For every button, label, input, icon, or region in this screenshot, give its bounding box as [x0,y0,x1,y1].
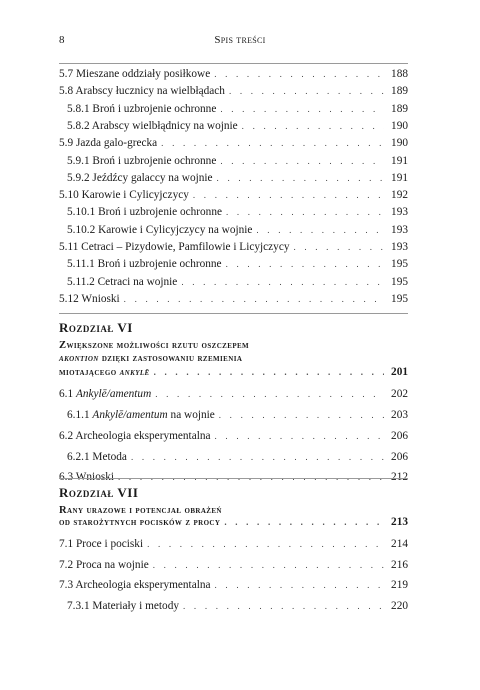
italic-term: ankylē [119,367,150,378]
leader-dots [214,69,384,79]
toc-entry[interactable] [67,451,408,467]
toc-entry-page: 189 [391,85,408,98]
toc-entry[interactable] [59,388,408,404]
toc-entry-number: 6.1.1 [67,409,93,421]
toc-entry-page: 220 [391,599,408,612]
leader-dots [242,121,384,131]
toc-entry-page: 191 [391,154,408,167]
toc-entry-text: na wojnie [167,409,215,421]
toc-entry-label: 7.3.1 Materiały i metody [67,599,180,612]
toc-entry-label: 5.8.2 Arabscy wielbłądnicy na wojnie [67,119,238,132]
leader-dots [220,104,384,114]
toc-entry-page: 201 [391,366,408,378]
leader-dots [220,156,384,166]
italic-term: akontion [59,353,99,364]
toc-entry-page: 193 [391,241,408,253]
toc-entry-page: 192 [391,189,408,202]
leader-dots [181,277,384,287]
leader-dots [124,294,384,304]
toc-entry[interactable] [67,409,408,425]
toc-entry[interactable] [59,430,408,446]
leader-dots [147,539,384,549]
toc-entry-page: 206 [391,450,408,463]
toc-entry[interactable] [67,276,408,292]
toc-entry[interactable] [67,172,408,188]
toc-entry-label [59,367,154,378]
leader-dots [293,242,384,252]
leader-dots [217,173,384,183]
toc-entry-label: 5.11.1 Broń i uzbrojenie ochronne [67,258,222,271]
toc-entry-page: 195 [391,275,408,288]
leader-dots [226,259,384,269]
toc-entry-page: 206 [391,430,408,442]
toc-entry[interactable] [59,241,408,257]
toc-entry[interactable] [59,559,408,575]
toc-entry-label: 6.2.1 Metoda [67,450,127,463]
leader-dots [154,367,384,377]
divider-rule [59,313,408,314]
toc-entry-page: 202 [391,388,408,400]
toc-entry[interactable] [59,538,408,554]
leader-dots [215,580,384,590]
toc-entry[interactable] [59,293,408,309]
toc-entry-label: 5.9.1 Broń i uzbrojenie ochronne [67,154,217,167]
toc-entry[interactable] [67,155,408,171]
toc-entry-label: od starożytnych pocisków z procy [59,517,221,528]
toc-entry-label: 5.10.1 Broń i uzbrojenie ochronne [67,206,222,219]
toc-entry-number: 6.1 [59,388,76,400]
toc-entry-page: 213 [391,516,408,528]
toc-entry-page: 195 [391,258,408,271]
toc-entry-page: 193 [391,223,408,236]
toc-entry-label: 5.9.2 Jeźdźcy galaccy na wojnie [67,171,213,184]
leader-dots [226,207,384,217]
chapter-title-line: Rany urazowe i potencjał obrażeń [59,505,222,516]
running-title: Spis treści [214,34,266,46]
toc-entry[interactable] [67,600,408,616]
leader-dots [193,190,384,200]
leader-dots [229,86,384,96]
toc-entry-page: 216 [391,558,408,571]
toc-entry-page: 190 [391,119,408,132]
leader-dots [256,225,384,235]
toc-entry-page: 195 [391,292,408,305]
toc-entry-label: 7.3 Archeologia eksperymentalna [59,579,211,591]
divider-rule [59,478,408,479]
toc-entry-page: 193 [391,206,408,219]
toc-entry[interactable] [67,206,408,222]
chapter-heading: Rozdział VII [59,485,139,500]
toc-entry-label: 6.3 Wnioski [59,471,115,484]
italic-term: Ankylē/amentum [75,388,152,400]
leader-dots [161,138,384,148]
toc-entry-label: 5.11.2 Cetraci na wojnie [67,275,178,288]
toc-entry[interactable] [59,516,408,532]
chapter-title-line: Zwiększone możliwości rzutu oszczepem [59,340,250,351]
toc-entry-label: 5.11 Cetraci – Pizydowie, Pamfilowie i Licyjczycy [59,241,290,253]
toc-entry-label [59,388,155,400]
toc-entry[interactable] [59,85,408,101]
toc-entry[interactable] [67,120,408,136]
toc-entry[interactable] [67,224,408,240]
toc-entry-page: 219 [391,579,408,591]
toc-entry-page: 188 [391,68,408,80]
top-rule [59,63,408,64]
toc-entry-label: 5.10.2 Karowie i Cylicyjczycy na wojnie [67,223,253,236]
toc-entry[interactable] [59,366,408,382]
toc-entry[interactable] [59,68,408,84]
toc-entry-label: 5.7 Mieszane oddziały posiłkowe [59,68,211,80]
toc-entry-page: 191 [391,171,408,184]
toc-entry-label: 7.2 Proca na wojnie [59,558,149,571]
toc-entry-page: 214 [391,538,408,550]
toc-entry-label: 7.1 Proce i pociski [59,538,144,550]
leader-dots [224,517,384,527]
toc-entry-page: 212 [391,471,408,484]
toc-entry-page: 190 [391,137,408,150]
leader-dots [131,452,384,462]
toc-entry-label [67,409,219,421]
leader-dots [153,560,384,570]
toc-entry-label: 5.12 Wnioski [59,292,120,305]
chapter-title-text: miotającego [59,367,120,378]
toc-entry-label: 5.10 Karowie i Cylicyjczycy [59,189,189,202]
toc-entry[interactable] [67,103,408,119]
leader-dots [155,389,384,399]
italic-term: Ankylē/amentum [92,409,168,421]
chapter-title-text: dzięki zastosowaniu rzemienia [98,353,243,364]
leader-dots [215,431,384,441]
toc-entry-label: 5.8.1 Broń i uzbrojenie ochronne [67,102,217,115]
chapter-heading: Rozdział VI [59,320,133,335]
chapter-title-line [59,353,408,364]
toc-entry[interactable] [59,137,408,153]
page-number: 8 [59,34,65,46]
toc-entry-label: 5.8 Arabscy łucznicy na wielbłądach [59,85,225,98]
toc-entry-page: 189 [391,102,408,115]
toc-entry-page: 203 [391,409,408,421]
toc-entry-label: 6.2 Archeologia eksperymentalna [59,430,211,442]
leader-dots [183,601,384,611]
page-header [59,34,421,48]
toc-entry[interactable] [59,189,408,205]
toc-entry-label: 5.9 Jazda galo-grecka [59,137,158,150]
leader-dots [219,410,384,420]
toc-entry[interactable] [59,579,408,595]
toc-entry[interactable] [67,258,408,274]
